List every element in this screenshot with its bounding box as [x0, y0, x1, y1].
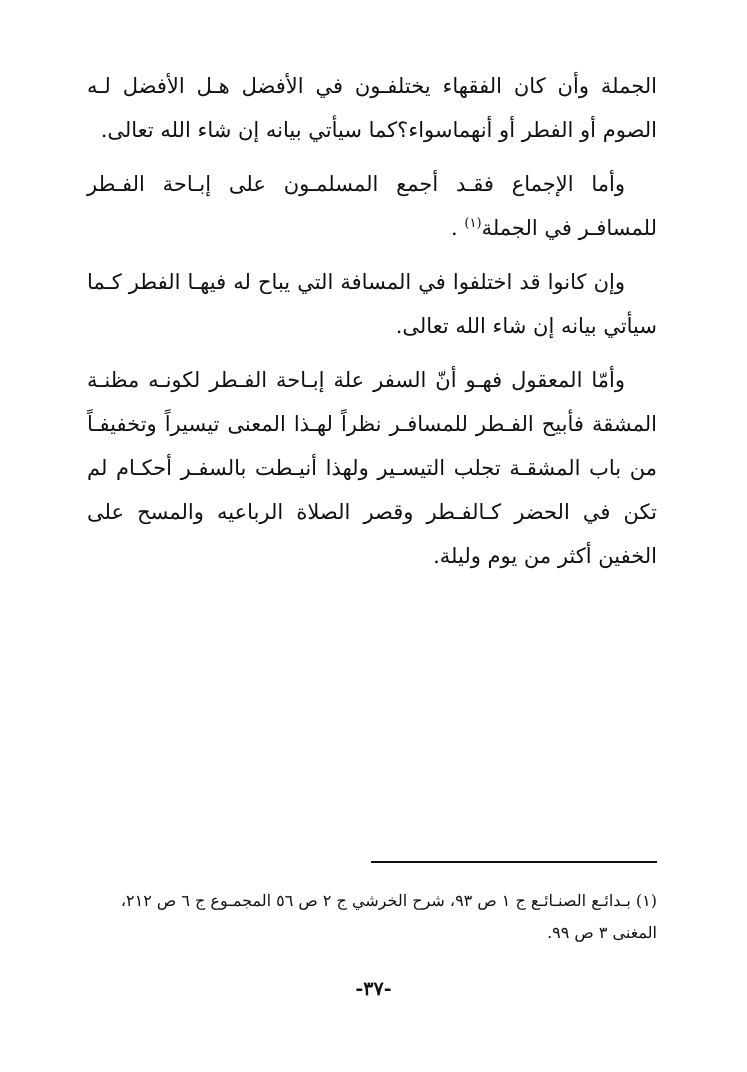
paragraph-consensus-text: وأما الإجماع فقـد أجمع المسلمـون على إبـاحة الفـطر للمسافـر في الجملة — [87, 172, 657, 240]
main-text — [87, 64, 657, 588]
paragraph-consensus-end: . — [451, 216, 458, 240]
paragraph-consensus — [87, 162, 657, 250]
footnotes — [77, 885, 657, 949]
paragraph-distance: وإن كانوا قد اختلفوا في المسافة التي يباح له فيهـا الفطر كـما سيأتي بيانه إن شاء الله تعالى. — [87, 270, 657, 338]
paragraph-fasting-preference: الجملة وأن كان الفقهاء يختلفـون في الأفضل هـل الأفضل لـه الصوم أو الفطر أو أنهماسواء؟كما سيأتي بيانه إن شاء الله تعالى. — [87, 74, 657, 142]
paragraph-reasoning: وأمّا المعقول فهـو أنّ السفر علة إبـاحة الفـطر لكونـه مظنـة المشقة فأبيح الفـطر للمسافـر نظراً لهـذا المعنى تيسيراً وتخفيفـاً من باب المشقـة تجلب التيسـير ولهذا أنيـطت بالسفـر أحكـام لم تكن في الحضر كـالفـطر وقصر الصلاة الرباعيه والمسح على الخفين أكثر من يوم وليلة. — [87, 368, 657, 568]
footnote-reference: (١) — [464, 216, 482, 231]
page-number: -٣٧- — [355, 978, 392, 1000]
footnote-divider — [371, 861, 657, 863]
footnote-1: (١) بـدائـع الصنـائـع ج ١ ص ٩٣، شرح الخرشي ج ٢ ص ٥٦ المجمـوع ج ٦ ص ٢١٢، المغنى ٣ ص ٩٩. — [120, 891, 657, 942]
